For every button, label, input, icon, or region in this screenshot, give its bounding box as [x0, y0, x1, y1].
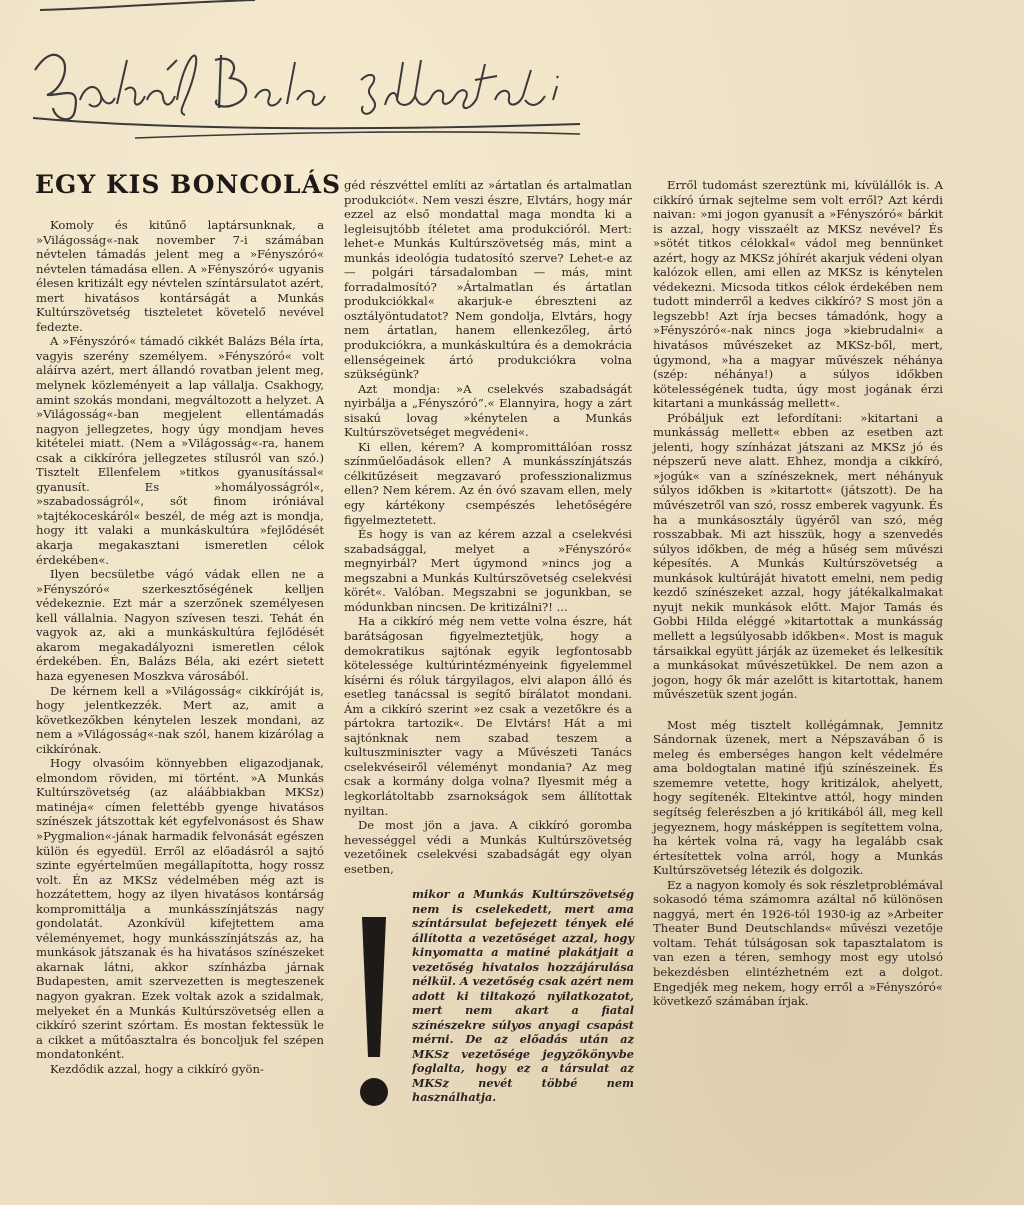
paragraph: Hogy olvasóim könnyebben eligazodjanak, elmondom röviden, mi történt. »A Munkás Kultúrszövetség (az aláábbiakban MKSz) matinéja« címen felettébb gyenge hivatásos színészek játszottak két egyfelvonásost és Shaw »Pygmalion«-jának harmadik felvonását egészen külön és egyedül. Erről az előadásról a sajtó szinte egyértelműen megállapította, hogy rossz volt. Én az MKSz védelmében még azt is hozzátettem, hogy az ilyen hivatásos kontárság kompromittálja a munkásszínjátszás nagy gondolatát. Azonkívül kifejtettem ama véleményemet, hogy munkásszínjátszás az, ha munkások játszanak és ha hivatásos színészeket akarnak látni, akkor színházba járnak Budapesten, amit szervezetten is megteszenek nagyon gyakran. Ezek voltak azok a szidalmak, melyeket én a Munkás Kultúrszövetség ellen a cikkíró szerint szórtam. És mostan fektessük le a cikket a műtőasztalra és boncoljuk fel szépen mondatonként.	[36, 756, 324, 1062]
paragraph: Ki ellen, kérem? A kompromittálóan rossz színműelőadások ellen? A munkásszínjátszás célkitűzéseit megzavaró professzionalizmus ellen? Nem kérem. Az én óvó szavam ellen, mely egy kártékony csempészés lehetőségére figyelmeztetett.	[344, 439, 632, 527]
paragraph: Ha a cikkíró még nem vette volna észre, hát barátságosan figyelmeztetjük, hogy a demokratikus sajtónak egyik legfontosabb kötelessége kultúrintézményeink figyelemmel kísérni és róluk tárgyilagos, elvi alapon álló és esetleg tanácssal is segítő bírálatot mondani. Ám a cikkíró szerint »ez csak a vezetőkre és a pártokra tartozik«. De Elvtárs! Hát a mi sajtónknak nem szabad teszem a kultuszminiszter vagy a Művészeti Tanács cselekvéseiről véleményt mondania? Az meg csak a kormány dolga volna? Ilyesmit még a legkorlátoltabb zsarnokságok sem állítottak nyiltan.	[344, 614, 632, 818]
paragraph: A »Fényszóró« támadó cikkét Balázs Béla írta, vagyis szerény személyem. »Fényszóró« volt aláírva azért, mert állandó rovatban jelent meg, melynek közleményeit a lap vállalja. Csakhogy, amint szokás mondani, megváltozott a helyzet. A »Világosság«-ban megjelent ellentámadás nagyon jellegzetes, hogy úgy mondjam heves kitételei miatt. (Nem a »Világosság«-ra, hanem csak a cikkíróra jellegzetes stílusról van szó.) Tisztelt Ellenfelem »titkos gyanusítással« gyanusít. Es »homályosságról«, »szabadosságról«, sőt finom iróniával »tajtékoceskáról« beszél, de még azt is mondja, hogy itt valaki a munkáskultúra »fejlődését akarja megakasztani ismeretlen célok érdekében«.	[36, 334, 324, 567]
paragraph: Most még tisztelt kollégámnak, Jemnitz Sándornak üzenek, mert a Népszavában ő is meleg és emberséges hangon kelt védelmére ama boldogtalan matiné ifjú színészeinek. És szememre vetette, hogy kritizálok, ahelyett, hogy segítenék. Eltekintve attól, hogy minden segítség felerészben a jó kritikából áll, meg kell jegyeznem, hogy másképpen is segítettem volna, ha kértek volna rá, vagy ha legalább csak értesítettek volna arról, hogy a Munkás Kultúrszövetség létezik és dolgozik.	[653, 717, 943, 878]
paragraph: Próbáljuk ezt lefordítani: »kitartani a munkásság mellett« ebben az esetben azt jelenti, hogy színházat játszani az MKSz jó és népszerű neve alatt. Ehhez, mondja a cikkíró, »jogúk« van a színészeknek, mert néhányuk súlyos időkben is »kitartott« (játszott). De ha művészetről van szó, rossz emberek vagyunk. És ha a munkásosztály ügyéről van szó, még rosszabbak. Mi azt hisszük, hogy a szenvedés súlyos időkben, de még a hűség sem művészi képesítés. A Munkás Kultúrszövetség a munkások kultúráját hivatott emelni, nem pedig kezdő színészeket azzal, hogy játékalkalmakat nyujt nekik munkások előtt. Major Tamás és Gobbi Hilda eléggé »kitartottak a munkásság mellett a legsúlyosabb időkben«. Most is maguk társaikkal együtt járják az üzemeket és lelkesítik a munkásokat művészetükkel. De nem azon a jogon, hogy ők már azelőtt is kitartottak, hanem művészetük szent jogán.	[653, 410, 943, 702]
paragraph: De most jön a java. A cikkíró goromba hevességgel védi a Munkás Kultúrszövetség vezetőinek cselekvési szabadságát egy olyan esetben,	[344, 818, 632, 876]
paragraph: De kérnem kell a »Világosság« cikkíróját is, hogy jelentkezzék. Mert az, amit a következőkben kénytelen leszek mondani, az nem a »Világosság«-nak szól, hanem kizárólag a cikkírónak.	[36, 683, 324, 756]
article-title: EGY KIS BONCOLÁS	[35, 170, 342, 199]
paragraph: Komoly és kitűnő laptársunknak, a »Világosság«-nak november 7-i számában névtelen támadás jelent meg a »Fényszóró« névtelen támadása ellen. A »Fényszóró« ugyanis élesen kritizált egy névtelen színtársulatot azért, mert hivatásos kontárságát a Munkás Kultúrszövetség tiszteletet követelő nevével fedezte.	[36, 218, 324, 334]
handwritten-heading-text: Balázs Béla széljegyzetei	[25, 0, 38, 1]
handwritten-heading-signature	[25, 0, 585, 150]
article-column-2	[344, 178, 632, 876]
paragraph: géd részvéttel említi az »ártatlan és artalmatlan produkciót«. Nem veszi észre, Elvtárs, hogy már ezzel az első mondattal maga mondta ki a legleisujtóbb ítéletet ama produkcióról. Mert: lehet-e Munkás Kultúrszövetség más, mint a munkás ideológia tudatosító szerve? Lehet-e az — polgári társadalomban — más, mint forradalmosító? »Ártalmatlan és ártatlan produkciókkal« akarjuk-e ébreszteni az osztályöntudatot? Nem gondolja, Elvtárs, hogy nem ártatlan, hanem ellenkezőleg, ártó produkciókra, a munkáskultúra és a demokrácia ellenségeinek ártó produkciókra volna szükségünk?	[344, 178, 632, 382]
paragraph: Kezdődik azzal, hogy a cikkíró gyön-	[50, 1061, 264, 1076]
paragraph: Ilyen becsületbe vágó vádak ellen ne a »Fényszóró« szerkesztőségének kelljen védekeznie. Ezt már a szerzőnek személyesen kell vállalnia. Nagyon szívesen teszi. Tehát én vagyok az, aki a munkáskultúra fejlődését akarom megakadályozni ismeretlen célok érdekében. Én, Balázs Béla, aki ezért sietett haza egyenesen Moszkva városából.	[36, 567, 324, 683]
paragraph: Ez a nagyon komoly és sok részletproblémával sokasodó téma számomra azáltal nő különösen naggyá, mert én 1926-tól 1930-ig az »Arbeiter Theater Bund Deutschlands« művészi vezetője voltam. Tehát túlságosan sok tapasztalatom is van ezen a téren, semhogy most egy utolsó bekezdésben elintézhetném ezt a dolgot. Engedjék meg nekem, hogy erről a »Fényszóró« következő számában írjak.	[653, 877, 943, 1009]
paragraph: Erről tudomást szereztünk mi, kívülállók is. A cikkíró úrnak sejtelme sem volt erről? Azt kérdi naivan: »mi jogon gyanusít a »Fényszóró« bárkit is azzal, hogy visszaélt az MKSz nevével? És »sötét titkos célokkal« vádol meg bennünket azért, hogy az MKSz jóhírét akarjuk védeni olyan kalózok ellen, ami ellen az MKSz is kénytelen védekezni. Micsoda titkos célok érdekében nem tudott minderről a kedves cikkíró? S most jön a legszebb! Azt írja becses támadónk, hogy a »Fényszóró«-nak nincs joga »kiebrudalni« a hivatásos művészeket az MKSz-ből, mert, úgymond, »ha a magyar művészek néhánya (szép: néhánya!) a súlyos időkben kötelességének tudta, úgy most jogának érzi kitartani a munkásság mellett«.	[653, 178, 943, 411]
paragraph: És hogy is van az kérem azzal a cselekvési szabadsággal, melyet a »Fényszóró« megnyirbál? Mert úgymond »nincs jog a megszabni a Munkás Kultúrszövetség cselekvési körét«. Valóban. Megszabni se jogunkban, se módunkban nincsen. De kritizálni?! ...	[344, 527, 632, 614]
exclamation-mark-icon	[344, 907, 404, 1117]
paragraph: Azt mondja: »A cselekvés szabadságát nyirbálja a „Fényszóró”.« Elannyira, hogy a zárt sisakú lovag »kénytelen a Munkás Kultúrszövetséget megvédeni«.	[344, 381, 632, 440]
article-column-1	[36, 218, 324, 1076]
exclamation-note	[344, 887, 640, 1127]
note-text: mikor a Munkás Kultúrszövetség nem is cselekedett, mert ama színtársulat befejezett tények elé állította a vezetőséget azzal, hogy kinyomatta a matiné plakátjait a vezetőség hivatalos hozzájárulása nélkül. A vezetőség csak azért nem adott ki tiltakozó nyilatkozatot, mert nem akart a fiatal színészekre súlyos anyagi csapást mérni. De az előadás után az MKSz vezetősége jegyzőkönyvbe foglalta, hogy ez a társulat az MKSz nevét többé nem használhatja.	[412, 887, 634, 1104]
article-column-3	[653, 178, 943, 1009]
